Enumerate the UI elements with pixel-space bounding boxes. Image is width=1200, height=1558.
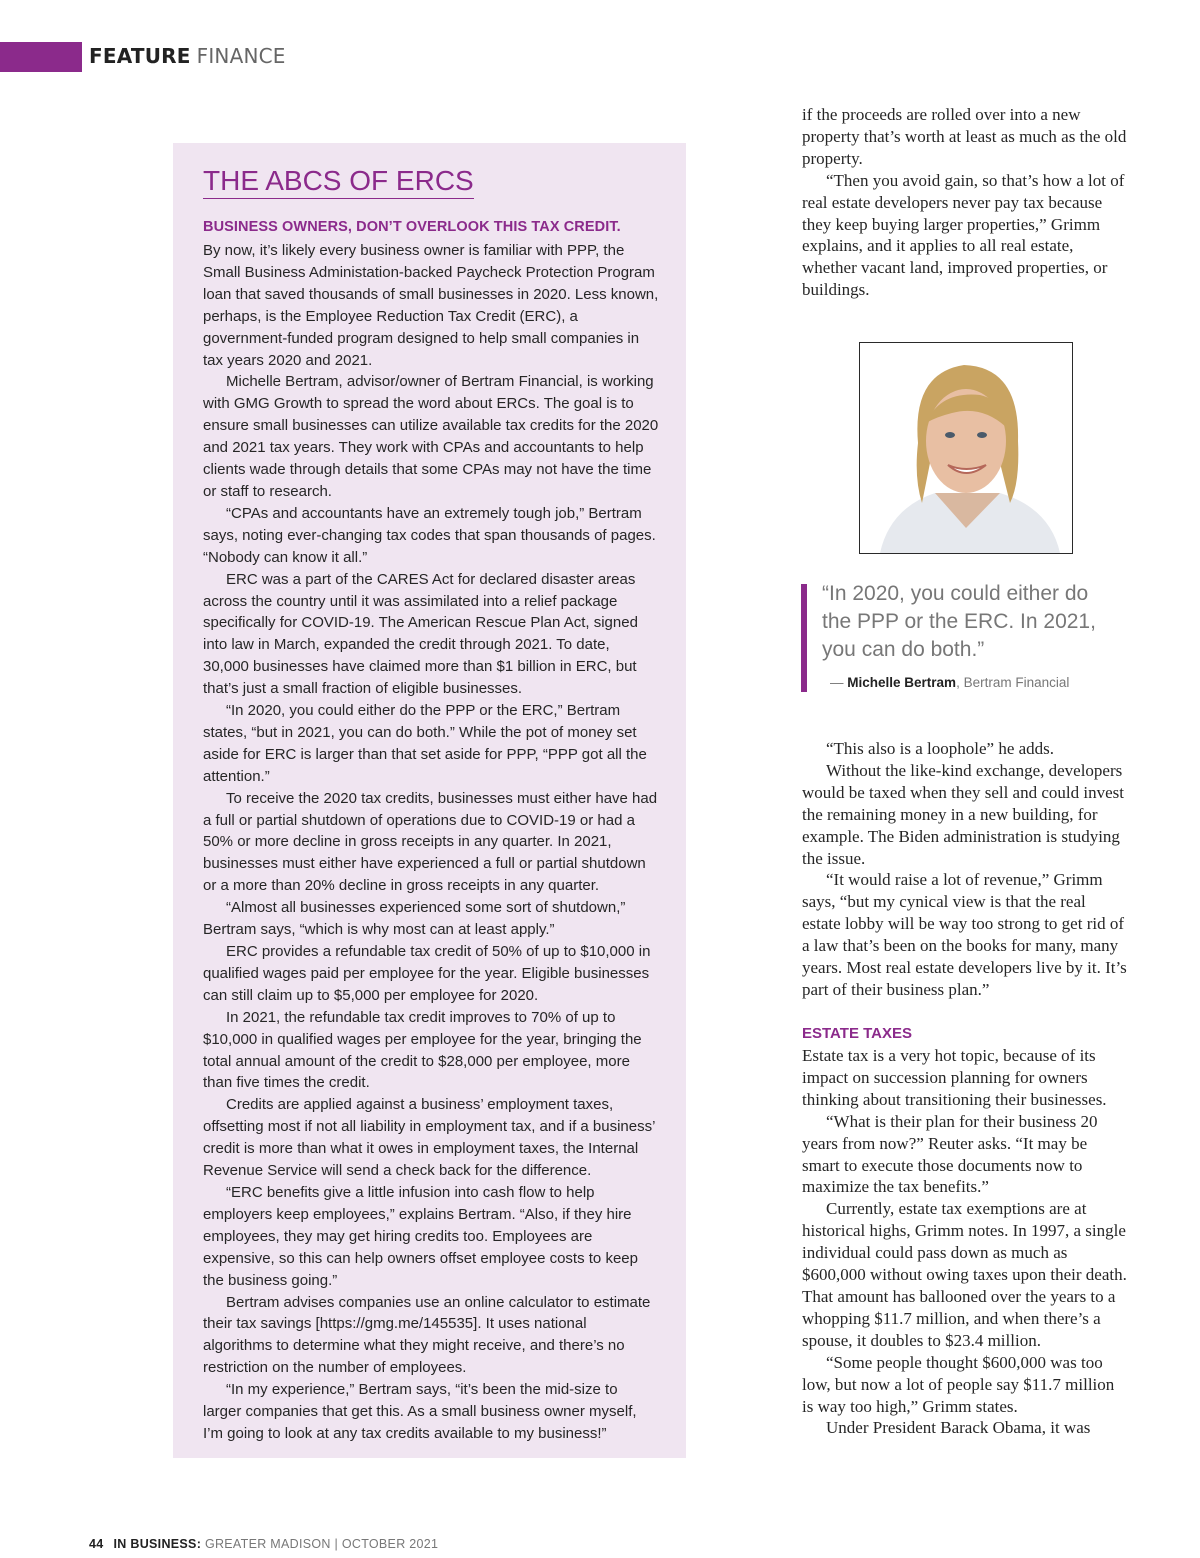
magazine-edition: GREATER MADISON | OCTOBER 2021: [204, 1537, 439, 1551]
sidebar-paragraph: To receive the 2020 tax credits, businesses must either have had a full or partial shutdown of operations due to COVID-19 or had a 50% or more decline in gross receipts in any quarter. In 2021, businesses must either have experienced a full or partial shutdown or a more than 20% decline in gross receipts in any quarter.: [203, 789, 658, 895]
article-paragraph: “What is their plan for their business 20 years from now?” Reuter asks. “It may be smart to execute those documents now to maximize the tax benefits.”: [802, 1111, 1098, 1197]
sidebar-paragraph: Michelle Bertram, advisor/owner of Bertram Financial, is working with GMG Growth to spread the word about ERCs. The goal is to ensure small businesses can utilize available tax credits for the 2020 and 2021 tax years. They work with CPAs and accountants to help clients wade through details that some CPAs may not have the time or staff to research.: [203, 373, 659, 500]
page-number: 44: [89, 1537, 104, 1551]
estate-taxes-section: [802, 1023, 1128, 1439]
sidebar-paragraph: ERC provides a refundable tax credit of 50% of up to $10,000 in qualified wages paid per employee for the year. Eligible businesses can still claim up to $5,000 per employee for 2020.: [203, 943, 651, 1004]
article-paragraph: Currently, estate tax exemptions are at historical highs, Grimm notes. In 1997, a single individual could pass down as much as $600,000 without owing taxes upon their death. That amount has ballooned over the years to a whopping $11.7 million, and when there’s a spouse, it doubles to $23.4 million.: [802, 1199, 1127, 1350]
pull-quote-attribution: [830, 675, 1069, 690]
sidebar-paragraph: “In 2020, you could either do the PPP or the ERC,” Bertram states, “but in 2021, you can do both.” While the pot of money set aside for ERC is larger than that set aside for PPP, “PPP got all the attention.”: [203, 702, 647, 785]
pull-quote-dash: —: [830, 675, 844, 690]
pull-quote-text: “In 2020, you could either do the PPP or the ERC. In 2021, you can do both.”: [822, 582, 1096, 661]
pull-quote-affiliation: , Bertram Financial: [956, 675, 1070, 690]
pull-quote-name: Michelle Bertram: [847, 675, 957, 690]
section-header: [89, 44, 286, 68]
sidebar-title: THE ABCS OF ERCS: [203, 165, 474, 199]
section-label: FEATURE: [89, 44, 191, 68]
article-paragraph: Without the like-kind exchange, developers would be taxed when they sell and could invest the remaining money in a new building, for example. The Biden administration is studying the issue.: [802, 760, 1124, 868]
pull-quote-bar: [801, 584, 807, 692]
article-paragraph: “It would raise a lot of revenue,” Grimm says, “but my cynical view is that the real estate lobby will be way too strong to get rid of a law that’s been on the books for many, many years. Most real estate developers live by it. It’s part of their business plan.”: [802, 870, 1127, 999]
sidebar-paragraph: Credits are applied against a business’ employment taxes, offsetting most if not all liability in employment tax, and if a business’ credit is more than what it owes in employment taxes, the Internal Revenue Service will send a check back for the difference.: [203, 1096, 655, 1180]
sidebar-paragraph: Bertram advises companies use an online calculator to estimate their tax savings [https://gmg.me/145535]. It uses national algorithms to determine what they might receive, and there’s no restriction on the number of employees.: [203, 1293, 651, 1377]
article-paragraph: “This also is a loophole” he adds.: [826, 739, 1055, 758]
portrait-illustration: [860, 343, 1072, 553]
section-color-bar: [0, 42, 82, 72]
section-sublabel: FINANCE: [196, 44, 286, 68]
article-paragraph: “Then you avoid gain, so that’s how a lot of real estate developers never pay tax because they keep buying larger properties,” Grimm explains, and it applies to all real estate, whether vacant land, improved properties, or buildings.: [802, 170, 1125, 300]
article-paragraph: if the proceeds are rolled over into a new property that’s worth at least as much as the old property.: [802, 105, 1127, 168]
article-paragraph: Under President Barack Obama, it was: [826, 1418, 1091, 1438]
estate-taxes-subhead: ESTATE TAXES: [802, 1025, 913, 1042]
sidebar-paragraph: “Almost all businesses experienced some sort of shutdown,” Bertram says, “which is why most can at least apply.”: [203, 899, 626, 939]
sidebar-subhead: BUSINESS OWNERS, DON’T OVERLOOK THIS TAX CREDIT.: [203, 219, 621, 235]
sidebar-body: [203, 240, 659, 1445]
page-footer: [89, 1537, 438, 1551]
article-column-top: [802, 104, 1128, 301]
sidebar-paragraph: In 2021, the refundable tax credit improves to 70% of up to $10,000 in qualified wages per employee for the year, bringing the total annual amount of the credit to $28,000 per employee, more than five times the credit.: [203, 1008, 642, 1092]
sidebar-paragraph: By now, it’s likely every business owner is familiar with PPP, the Small Business Administation-backed Paycheck Protection Program loan that saved thousands of small businesses in 2020. Less known, perhaps, is the Employee Reduction Tax Credit (ERC), a government-funded program designed to help small companies in tax years 2020 and 2021.: [203, 242, 659, 369]
sidebar-box: [173, 143, 686, 1458]
portrait-photo: [859, 342, 1073, 554]
article-column-middle: [802, 738, 1128, 1001]
magazine-name: IN BUSINESS:: [113, 1537, 202, 1551]
sidebar-paragraph: “ERC benefits give a little infusion into cash flow to help employers keep employees,” explains Bertram. “Also, if they hire employees, they may get hiring credits too. Employees are expensive, so this can help owners offset employee costs to keep the business going.”: [203, 1183, 638, 1289]
article-paragraph: “Some people thought $600,000 was too low, but now a lot of people say $11.7 million is way too high,” Grimm states.: [802, 1352, 1115, 1416]
sidebar-paragraph: “In my experience,” Bertram says, “it’s been the mid-size to larger companies that get this. As a small business owner myself, I’m going to look at any tax credits available to my business!”: [203, 1381, 637, 1442]
sidebar-paragraph: ERC was a part of the CARES Act for declared disaster areas across the country until it was assimilated into a relief package specifically for COVID-19. The American Rescue Plan Act, signed into law in March, expanded the credit through 2021. To date, 30,000 businesses have claimed more than $1 billion in ERC, but that’s just a small fraction of eligible businesses.: [203, 570, 638, 698]
article-paragraph: Estate tax is a very hot topic, because of its impact on succession planning for owners thinking about transitioning their businesses.: [802, 1046, 1107, 1109]
sidebar-paragraph: “CPAs and accountants have an extremely tough job,” Bertram says, noting ever-changing tax codes that span thousands of pages. “Nobody can know it all.”: [203, 504, 656, 566]
